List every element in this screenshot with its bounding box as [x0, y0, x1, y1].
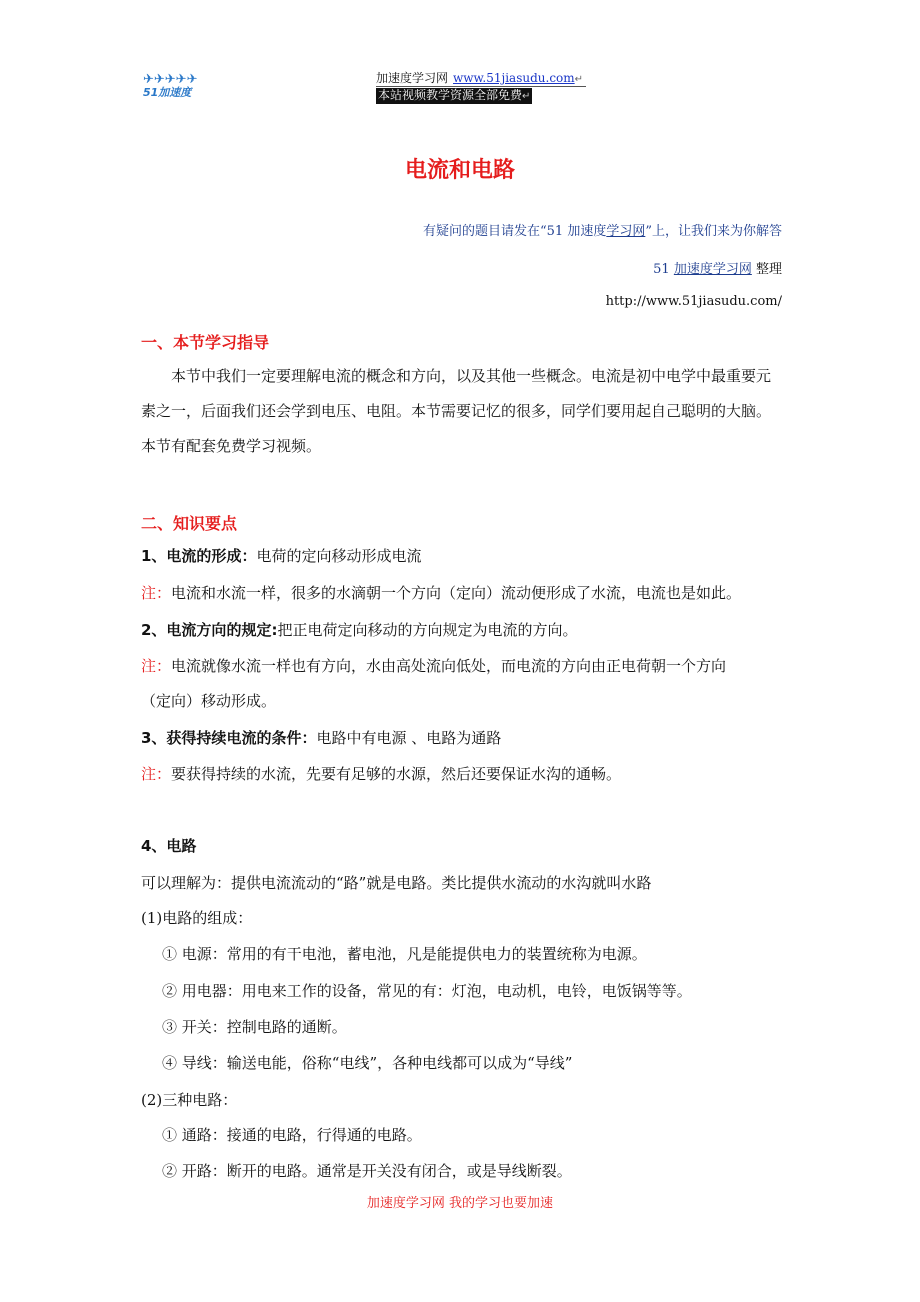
note-compiled-link[interactable]: 加速度学习网	[673, 262, 752, 277]
note2	[141, 655, 726, 676]
site-logo	[143, 74, 209, 104]
note2-text: 电流就像水流一样也有方向，水由高处流向低处，而电流的方向由正电荷朝一个方向	[171, 657, 727, 675]
section1-paragraph: 本节中我们一定要理解电流的概念和方向，以及其他一些概念。电流是初中电学中最重要元素之一，后面我们还会学到电压、电阻。本节需要记忆的很多，同学们要用起自己聪明的大脑。本节有配套免费学习视频。	[141, 367, 772, 455]
return-mark-icon: ↵	[574, 74, 584, 85]
composition-item: ① 电源：常用的有干电池，蓄电池，凡是能提供电力的装置统称为电源。	[162, 945, 647, 963]
note-question-link[interactable]: 学习网	[606, 224, 646, 239]
point4-label: 4、电路	[141, 837, 197, 855]
header-site-name: 加速度学习网	[376, 71, 449, 85]
section2-heading: 二、知识要点	[141, 514, 238, 533]
point3	[141, 727, 501, 748]
note2-continuation: （定向）移动形成。	[141, 692, 277, 710]
note3-label: 注：	[141, 765, 172, 783]
note-question-pre: 有疑问的题目请发在“51 加速度	[423, 224, 607, 239]
note-question	[423, 220, 782, 239]
note-compiled-post: 整理	[751, 262, 782, 277]
page-footer: 加速度学习网 我的学习也要加速	[366, 1196, 554, 1211]
point3-label: 3、获得持续电流的条件：	[141, 729, 317, 747]
composition-item: ② 用电器：用电来工作的设备，常见的有：灯泡，电动机，电铃，电饭锅等等。	[162, 982, 692, 1000]
logo-text: 51加速度	[143, 86, 192, 99]
point2-label: 2、电流方向的规定:	[141, 621, 278, 639]
note-url[interactable]: http://www.51jiasudu.com/	[605, 294, 782, 309]
page-title: 电流和电路	[404, 158, 515, 183]
point2-text: 把正电荷定向移动的方向规定为电流的方向。	[277, 621, 578, 639]
circuit-type-item: ① 通路：接通的电路，行得通的电路。	[162, 1126, 422, 1144]
note2-label: 注：	[141, 657, 172, 675]
note-question-post: ”上，让我们来为你解答	[645, 224, 782, 239]
composition-item: ③ 开关：控制电路的通断。	[162, 1018, 347, 1036]
composition-item: ④ 导线：输送电能，俗称“电线”，各种电线都可以成为“导线”	[162, 1054, 573, 1072]
point3-text: 电路中有电源 、电路为通路	[316, 729, 502, 747]
note1-label: 注：	[141, 584, 172, 602]
note1-text: 电流和水流一样，很多的水滴朝一个方向（定向）流动便形成了水流，电流也是如此。	[171, 584, 742, 602]
point2	[141, 619, 577, 640]
return-mark-icon: ↵	[522, 91, 531, 102]
header-slogan	[376, 88, 532, 104]
point1-text: 电荷的定向移动形成电流	[256, 547, 422, 565]
point1	[141, 545, 421, 566]
header-rule	[376, 86, 586, 87]
circuit-type-item: ② 开路：断开的电路。通常是开关没有闭合，或是导线断裂。	[162, 1162, 572, 1180]
composition-heading: (1)电路的组成：	[141, 909, 253, 927]
note3-text: 要获得持续的水流，先要有足够的水源，然后还要保证水沟的通畅。	[171, 765, 622, 783]
note-compiled-pre: 51	[653, 262, 674, 277]
note-compiled-by	[653, 258, 782, 277]
circuit-types-heading: (2)三种电路：	[141, 1091, 238, 1109]
header-slogan-text: 本站视频教学资源全部免费	[378, 88, 523, 102]
section1-heading: 一、本节学习指导	[141, 333, 270, 352]
point1-label: 1、电流的形成：	[141, 547, 257, 565]
note3	[141, 763, 621, 784]
point4-text: 可以理解为：提供电流流动的“路”就是电路。类比提供水流动的水沟就叫水路	[141, 874, 652, 892]
logo-arrows-icon: ✈✈✈✈✈	[143, 72, 198, 87]
note1	[141, 582, 741, 603]
header-site-url[interactable]: www.51jiasudu.com	[453, 71, 575, 85]
